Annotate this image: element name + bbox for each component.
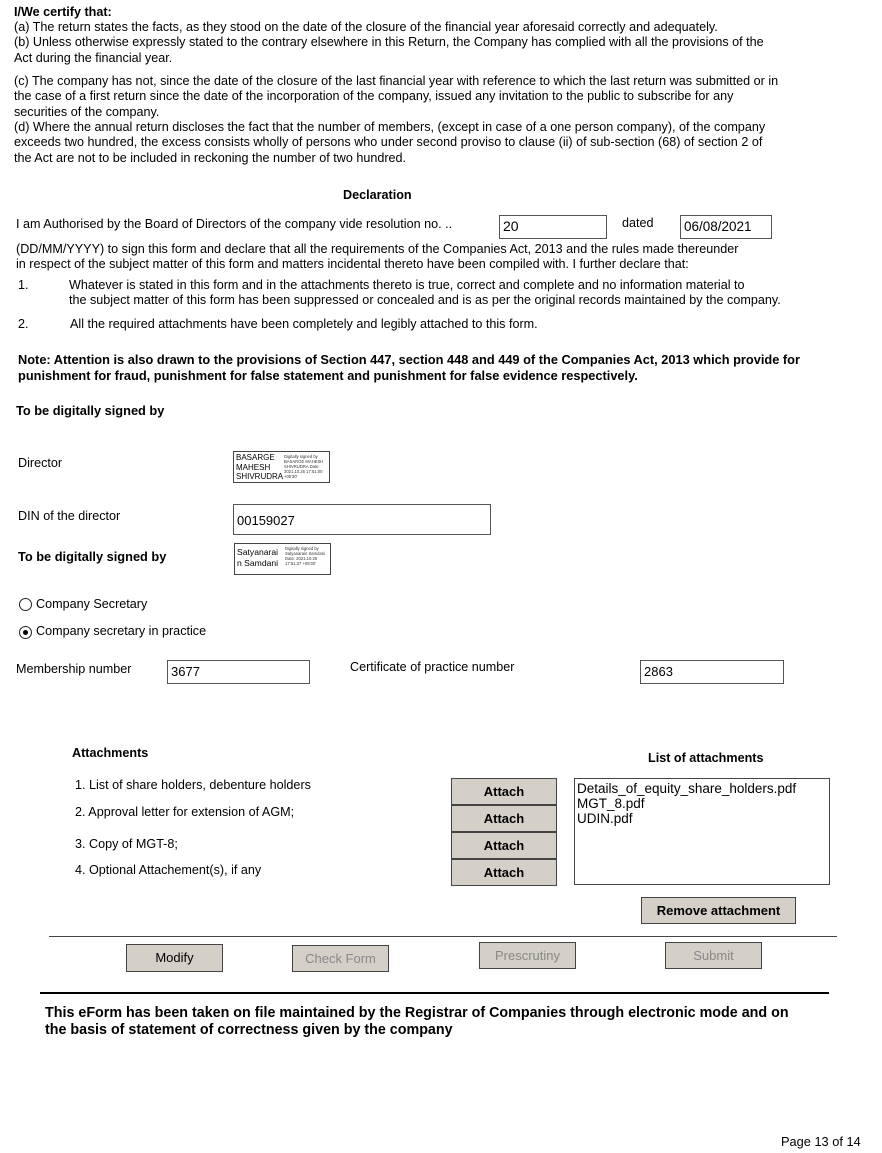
attachment-file-2[interactable]: MGT_8.pdf xyxy=(577,796,645,811)
declaration-item-1-line-1: Whatever is stated in this form and in the attachments thereto is true, correct and complete and no information material to xyxy=(69,278,745,292)
footer-notice-line-1: This eForm has been taken on file maintained by the Registrar of Companies through electronic mode and on xyxy=(45,1005,789,1021)
note-line-2: punishment for fraud, punishment for false statement and punishment for false evidence respectively. xyxy=(18,368,638,383)
radio-selected-dot xyxy=(23,630,28,635)
page-number: Page 13 of 14 xyxy=(781,1134,861,1149)
dated-label: dated xyxy=(622,216,654,230)
attach-button-3[interactable]: Attach xyxy=(451,832,557,859)
director-digital-signature[interactable] xyxy=(233,451,330,483)
declaration-item-1-line-2: the subject matter of this form has been suppressed or concealed and is as per the original records maintained by the company. xyxy=(69,293,781,307)
director-label: Director xyxy=(18,456,63,470)
footer-divider xyxy=(40,992,829,994)
remove-attachment-button[interactable]: Remove attachment xyxy=(641,897,796,924)
authorised-text: I am Authorised by the Board of Directors of the company vide resolution no. .. xyxy=(16,217,453,231)
attachment-item-2: 2. Approval letter for extension of AGM; xyxy=(75,805,295,819)
attach-button-4[interactable]: Attach xyxy=(451,859,557,886)
submit-button[interactable]: Submit xyxy=(665,942,762,969)
membership-number-label: Membership number xyxy=(16,662,132,676)
declaration-item-2: All the required attachments have been completely and legibly attached to this form. xyxy=(70,317,538,331)
certify-heading: I/We certify that: xyxy=(14,5,112,19)
attachment-list-box[interactable] xyxy=(574,778,830,885)
certify-b-2: Act during the financial year. xyxy=(14,51,173,65)
attachment-item-4: 4. Optional Attachement(s), if any xyxy=(75,863,262,877)
certify-c-1: (c) The company has not, since the date of the closure of the last financial year with reference to which the last return was submitted or in xyxy=(14,74,779,88)
company-secretary-in-practice-label: Company secretary in practice xyxy=(36,624,207,638)
divider xyxy=(49,936,837,937)
membership-number-field[interactable]: 3677 xyxy=(167,660,310,684)
director-sig-name-2: MAHESH xyxy=(236,462,271,472)
note-line-1: Note: Attention is also drawn to the provisions of Section 447, section 448 and 449 of the Companies Act, 2013 which provide for xyxy=(18,352,800,367)
director-sig-name-1: BASARGE xyxy=(236,453,275,462)
list-of-attachments-heading: List of attachments xyxy=(648,751,764,765)
declaration-heading: Declaration xyxy=(343,188,412,202)
declaration-item-1-number: 1. xyxy=(18,278,29,292)
attachment-item-3: 3. Copy of MGT-8; xyxy=(75,837,178,851)
secretary-sig-name-2: n Samdani xyxy=(237,557,279,568)
attachment-file-3[interactable]: UDIN.pdf xyxy=(577,811,633,826)
declaration-line-3: in respect of the subject matter of this form and matters incidental thereto have been compiled with. I further declare that: xyxy=(16,257,689,271)
secretary-sig-name-1: Satyanarai xyxy=(237,547,279,557)
certify-c-3: securities of the company. xyxy=(14,105,160,119)
signing-heading-2: To be digitally signed by xyxy=(18,549,167,564)
attachments-heading: Attachments xyxy=(72,746,149,760)
attachment-file-1[interactable]: Details_of_equity_share_holders.pdf xyxy=(577,781,797,796)
certify-d-1: (d) Where the annual return discloses the fact that the number of members, (except in case of a one person company), of the company xyxy=(14,120,766,134)
company-secretary-in-practice-radio[interactable] xyxy=(19,626,32,639)
secretary-digital-signature[interactable] xyxy=(234,543,331,575)
resolution-date-field[interactable]: 06/08/2021 xyxy=(680,215,772,239)
attachment-item-1: 1. List of share holders, debenture holders xyxy=(75,778,311,792)
check-form-button[interactable]: Check Form xyxy=(292,945,389,972)
declaration-item-2-number: 2. xyxy=(18,317,29,331)
director-sig-name-3: SHIVRUDRA xyxy=(236,472,284,481)
director-sig-detail: Digitally signed by BASARGE MAHESH SHIVRUDRA Date: 2021.10.26 17:51:00 +05'30' xyxy=(284,454,324,479)
attach-button-1[interactable]: Attach xyxy=(451,778,557,805)
company-secretary-label: Company Secretary xyxy=(36,597,148,611)
certify-c-2: the case of a first return since the date of the incorporation of the company, issued any invitation to the public to subscribe for any xyxy=(14,89,734,103)
modify-button[interactable]: Modify xyxy=(126,944,223,972)
secretary-sig-detail: Digitally signed by Satyanarain Samdani Date: 2021.10.26 17:51:37 +05'30' xyxy=(285,546,326,566)
signing-heading-1: To be digitally signed by xyxy=(16,403,165,418)
certificate-of-practice-label: Certificate of practice number xyxy=(350,660,515,674)
din-field[interactable]: 00159027 xyxy=(233,504,491,535)
certify-a: (a) The return states the facts, as they stood on the date of the closure of the financial year aforesaid correctly and adequately. xyxy=(14,20,718,34)
company-secretary-radio[interactable] xyxy=(19,598,32,611)
prescrutiny-button[interactable]: Prescrutiny xyxy=(479,942,576,969)
certify-d-3: the Act are not to be included in reckoning the number of two hundred. xyxy=(14,151,407,165)
attach-button-2[interactable]: Attach xyxy=(451,805,557,832)
certify-b-1: (b) Unless otherwise expressly stated to the contrary elsewhere in this Return, the Company has complied with all the provisions of the xyxy=(14,35,764,49)
resolution-number-field[interactable]: 20 xyxy=(499,215,607,239)
declaration-line-2: (DD/MM/YYYY) to sign this form and declare that all the requirements of the Companies Act, 2013 and the rules made thereunder xyxy=(16,242,739,256)
certificate-of-practice-field[interactable]: 2863 xyxy=(640,660,784,684)
certify-d-2: exceeds two hundred, the excess consists wholly of persons who under second proviso to clause (ii) of sub-section (68) of section 2 of xyxy=(14,135,763,149)
din-label: DIN of the director xyxy=(18,509,121,523)
footer-notice-line-2: the basis of statement of correctness given by the company xyxy=(45,1022,453,1038)
